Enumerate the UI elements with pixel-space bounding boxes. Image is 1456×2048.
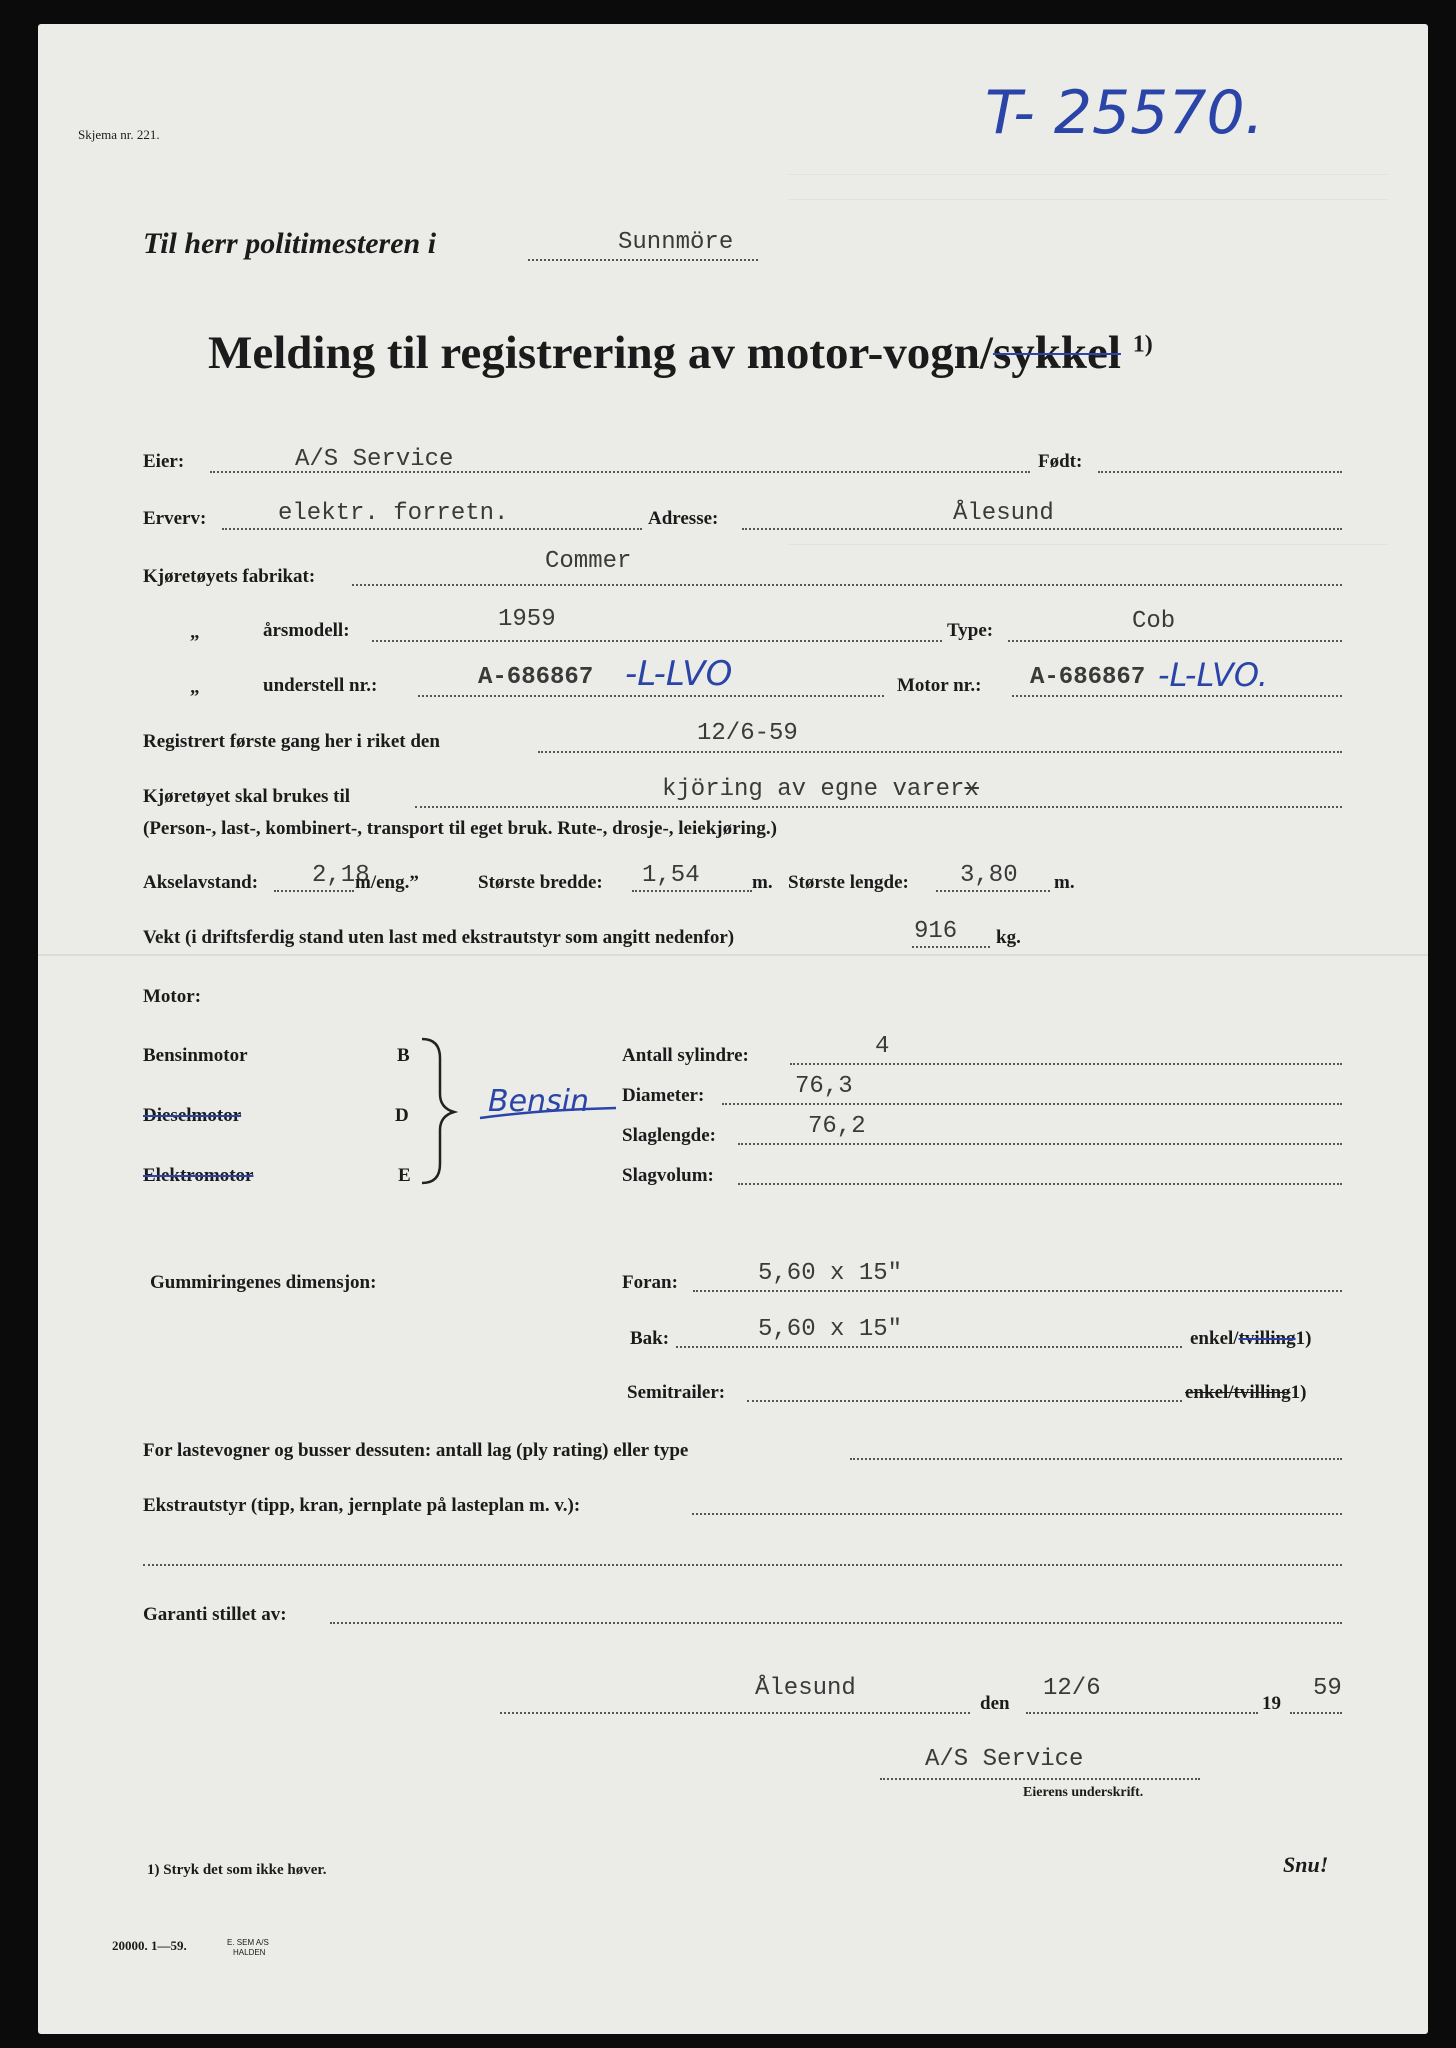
akselavstand-label: Akselavstand: (143, 872, 259, 893)
snu-note: Snu! (1283, 1852, 1329, 1877)
vekt-unit: kg. (996, 927, 1021, 948)
dotted-line (538, 751, 1342, 753)
dotted-line (692, 1513, 1342, 1515)
slaglengde-label: Slaglengde: (622, 1125, 716, 1146)
year-suffix: 59 (1313, 1675, 1342, 1702)
slagvolum-label: Slagvolum: (622, 1165, 714, 1186)
signer-name: A/S Service (925, 1746, 1084, 1773)
brace-icon (418, 1036, 458, 1186)
dotted-line (418, 695, 884, 697)
footnote: 1) Stryk det som ikke høver. (147, 1862, 327, 1878)
arsmodell-value: 1959 (498, 606, 556, 633)
elektromotor-label: Elektromotor (143, 1165, 254, 1186)
understell-handwritten: -L-LVO (625, 654, 733, 694)
use-value: kjöring av egne varerx (662, 776, 979, 803)
lastevogner-label: For lastevogner og busser dessuten: antall lag (ply rating) eller type (143, 1440, 689, 1461)
dotted-line (850, 1458, 1342, 1460)
garanti-label: Garanti stillet av: (143, 1604, 287, 1625)
dotted-line (747, 1400, 1182, 1402)
dotted-line (742, 528, 1342, 530)
dotted-line (222, 528, 642, 530)
bak-option: enkel/tvilling1) (1190, 1328, 1312, 1349)
dotted-line (722, 1103, 1342, 1105)
dotted-line (500, 1712, 970, 1714)
dotted-line (936, 890, 1050, 892)
motor-nr-label: Motor nr.: (897, 675, 982, 696)
motor-nr-handwritten: -L-LVO. (1158, 656, 1268, 694)
foran-label: Foran: (622, 1272, 678, 1293)
handwritten-reference: T- 25570. (985, 78, 1264, 148)
sylindre-label: Antall sylindre: (622, 1045, 749, 1066)
dotted-line (632, 890, 752, 892)
adresse-value: Ålesund (953, 500, 1054, 527)
fodt-label: Født: (1038, 451, 1083, 472)
dotted-line (738, 1183, 1342, 1185)
dotted-line (738, 1143, 1342, 1145)
print-info: 20000. 1—59. (112, 1938, 187, 1953)
bredde-value: 1,54 (642, 862, 700, 889)
lengde-unit: m. (1054, 872, 1075, 893)
page-title: Melding til registrering av motor-vogn/sykkel $^{1)}$ (208, 327, 1153, 379)
fabrikat-value: Commer (545, 548, 632, 575)
sylindre-value: 4 (875, 1033, 890, 1060)
pen-stroke (478, 1104, 618, 1124)
dieselmotor-label: Dieselmotor (143, 1105, 242, 1126)
dotted-line (693, 1290, 1342, 1292)
dotted-line (1008, 640, 1342, 642)
bleed-through (788, 544, 1388, 545)
bleed-through (788, 199, 1388, 200)
type-value: Cob (1132, 608, 1176, 635)
dieselmotor-code: D (395, 1105, 409, 1126)
eier-value: A/S Service (295, 446, 454, 473)
bak-label: Bak: (630, 1328, 670, 1349)
slaglengde-value: 76,2 (808, 1113, 866, 1140)
erverv-value: elektr. forretn. (278, 500, 509, 527)
dotted-line (330, 1622, 1342, 1624)
first-registered-label: Registrert første gang her i riket den (143, 731, 440, 752)
dotted-line (880, 1778, 1200, 1780)
dotted-line (143, 1564, 1342, 1566)
tires-label: Gummiringenes dimensjon: (150, 1272, 377, 1293)
arsmodell-label: årsmodell: (263, 620, 350, 641)
understell-value: A-686867 (478, 664, 594, 691)
dotted-line (1012, 695, 1342, 697)
vekt-label: Vekt (i driftsferdig stand uten last med ekstrautstyr som angitt nedenfor) (143, 927, 735, 948)
diameter-label: Diameter: (622, 1085, 705, 1106)
understell-label: understell nr.: (263, 675, 378, 696)
erverv-label: Erverv: (143, 508, 207, 529)
motor-handwritten-choice: Bensin (488, 1084, 590, 1119)
year-prefix: 19 (1262, 1693, 1281, 1714)
dotted-line (1290, 1712, 1342, 1714)
dotted-line (528, 259, 758, 261)
eier-label: Eier: (143, 451, 185, 472)
printer-line1: E. SEM A/S (227, 1938, 269, 1947)
akselavstand-value: 2,18 (312, 862, 370, 889)
foran-value: 5,60 x 15" (758, 1260, 903, 1287)
dotted-line (352, 584, 1342, 586)
signature-date: 12/6 (1043, 1675, 1101, 1702)
dotted-line (790, 1063, 1342, 1065)
dotted-line (1026, 1712, 1258, 1714)
bensinmotor-code: B (397, 1045, 410, 1066)
fold-line (38, 954, 1428, 956)
vekt-value: 916 (914, 918, 958, 945)
lengde-label: Største lengde: (788, 872, 909, 893)
first-registered-value: 12/6-59 (697, 720, 798, 747)
dotted-line (1098, 471, 1342, 473)
ekstrautstyr-label: Ekstrautstyr (tipp, kran, jernplate på lasteplan m. v.): (143, 1495, 581, 1516)
dotted-line (415, 806, 1342, 808)
dotted-line (372, 640, 942, 642)
addressee-value: Sunnmöre (618, 229, 734, 256)
ditto-mark: „ (190, 677, 200, 698)
dotted-line (912, 946, 990, 948)
semitrailer-label: Semitrailer: (627, 1382, 726, 1403)
lengde-value: 3,80 (960, 862, 1018, 889)
use-label: Kjøretøyet skal brukes til (143, 786, 351, 807)
addressee-label: Til herr politimesteren i (143, 227, 437, 260)
diameter-value: 76,3 (795, 1073, 853, 1100)
signature-label: Eierens underskrift. (1023, 1785, 1144, 1800)
dotted-line (676, 1346, 1182, 1348)
adresse-label: Adresse: (648, 508, 719, 529)
dotted-line (274, 890, 354, 892)
bredde-label: Største bredde: (478, 872, 603, 893)
motor-nr-value: A-686867 (1030, 664, 1146, 691)
elektromotor-code: E (398, 1165, 411, 1186)
signature-place: Ålesund (755, 1675, 856, 1702)
motor-label: Motor: (143, 986, 202, 1007)
use-note: (Person-, last-, kombinert-, transport til eget bruk. Rute-, drosje-, leiekjøring.) (143, 818, 777, 839)
printer-line2: HALDEN (233, 1948, 266, 1957)
bleed-through (788, 174, 1388, 175)
bredde-unit: m. (752, 872, 773, 893)
bak-value: 5,60 x 15" (758, 1316, 903, 1343)
semitrailer-option: enkel/tvilling1) (1185, 1382, 1307, 1403)
type-label: Type: (947, 620, 994, 641)
ditto-mark: „ (190, 622, 200, 643)
den-label: den (980, 1693, 1010, 1714)
fabrikat-label: Kjøretøyets fabrikat: (143, 566, 316, 587)
form-number: Skjema nr. 221. (78, 127, 160, 142)
bensinmotor-label: Bensinmotor (143, 1045, 248, 1066)
akselavstand-unit: m/eng.” (355, 872, 419, 893)
